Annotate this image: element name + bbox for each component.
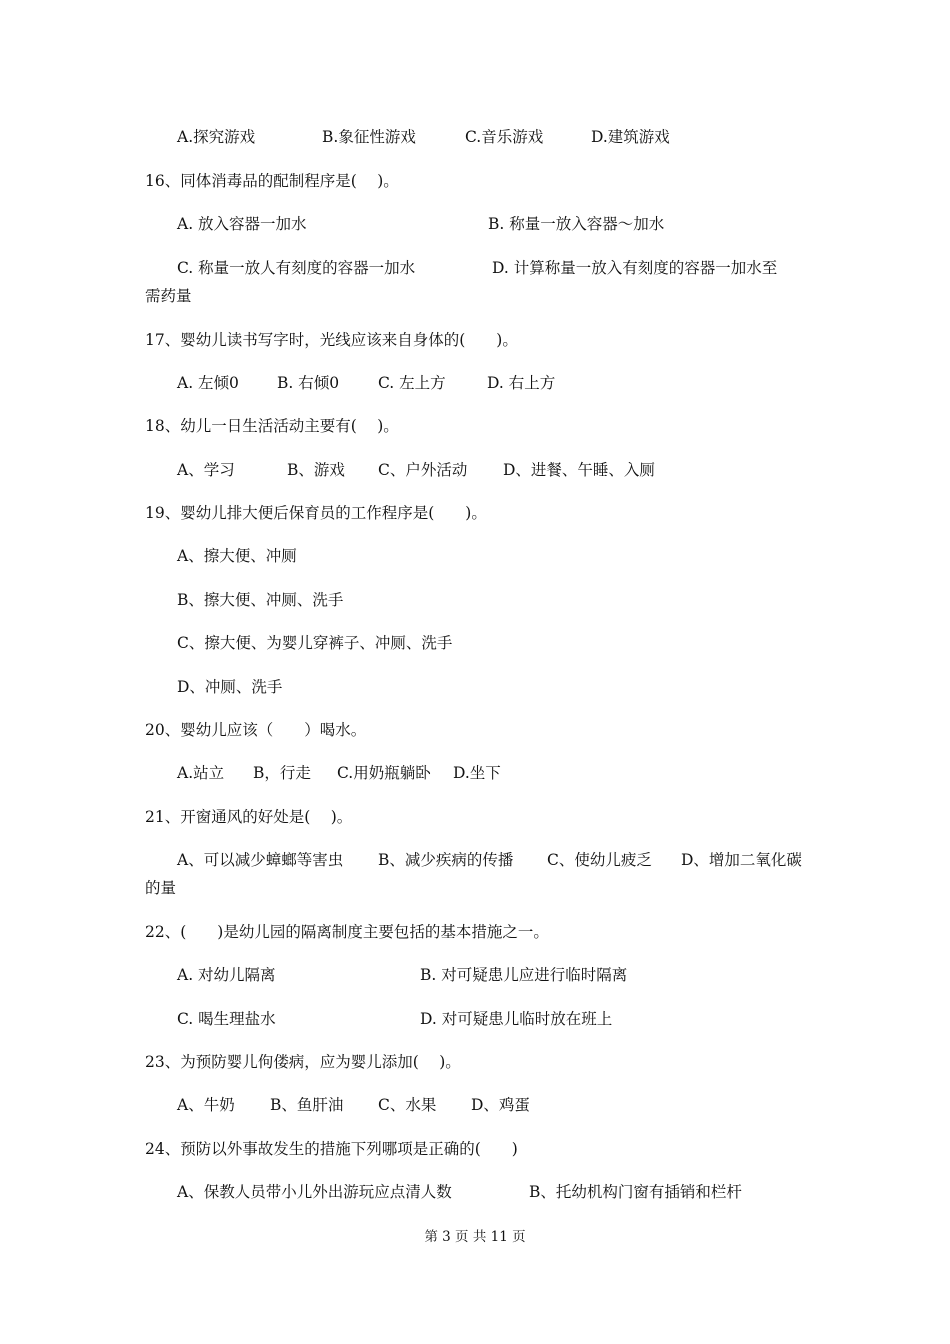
- q20-option-b: B，行走: [253, 764, 311, 782]
- q22-option-d: D. 对可疑患儿临时放在班上: [420, 1010, 613, 1028]
- q17-option-d: D. 右上方: [487, 374, 556, 392]
- q16-option-b: B. 称量一放入容器～加水: [488, 215, 665, 233]
- q16-option-d: D. 计算称量一放入有刻度的容器一加水至: [492, 259, 778, 277]
- q17-option-c: C. 左上方: [378, 374, 446, 392]
- q22-option-a: A. 对幼儿隔离: [177, 966, 276, 984]
- q23-option-d: D、鸡蛋: [471, 1096, 530, 1114]
- q21-option-d: D、增加二氧化碳: [681, 851, 802, 869]
- q21-option-a: A、可以减少蟑螂等害虫: [177, 851, 344, 869]
- q18-option-b: B、游戏: [287, 461, 345, 479]
- q16-option-d-continued: 需药量: [145, 287, 192, 305]
- q23-stem: 23、为预防婴儿佝偻病，应为婴儿添加( )。: [145, 1053, 461, 1071]
- q23-option-c: C、水果: [378, 1096, 437, 1114]
- q22-option-b: B. 对可疑患儿应进行临时隔离: [420, 966, 628, 984]
- q15-option-a: A.探究游戏: [177, 128, 256, 146]
- q19-option-a: A、擦大便、冲厕: [177, 547, 297, 565]
- q21-option-c: C、使幼儿疲乏: [547, 851, 652, 869]
- q22-option-c: C. 喝生理盐水: [177, 1010, 276, 1028]
- q15-option-c: C.音乐游戏: [465, 128, 544, 146]
- q17-stem: 17、婴幼儿读书写字时，光线应该来自身体的( )。: [145, 331, 518, 349]
- q15-option-d: D.建筑游戏: [591, 128, 670, 146]
- q19-stem: 19、婴幼儿排大便后保育员的工作程序是( )。: [145, 504, 487, 522]
- q20-option-a: A.站立: [177, 764, 225, 782]
- q24-option-a: A、保教人员带小儿外出游玩应点清人数: [177, 1183, 452, 1201]
- q20-option-d: D.坐下: [453, 764, 501, 782]
- q24-option-b: B、托幼机构门窗有插销和栏杆: [529, 1183, 742, 1201]
- q19-option-d: D、冲厕、洗手: [177, 678, 283, 696]
- q15-option-b: B.象征性游戏: [322, 128, 416, 146]
- q20-option-c: C.用奶瓶躺卧: [337, 764, 431, 782]
- q16-option-a: A. 放入容器一加水: [177, 215, 307, 233]
- q16-stem: 16、同体消毒品的配制程序是( )。: [145, 172, 399, 190]
- q23-option-a: A、牛奶: [177, 1096, 235, 1114]
- q19-option-b: B、擦大便、冲厕、洗手: [177, 591, 344, 609]
- q24-stem: 24、预防以外事故发生的措施下列哪项是正确的( ): [145, 1140, 518, 1158]
- q20-stem: 20、婴幼儿应该（ ）喝水。: [145, 721, 367, 739]
- q17-option-a: A. 左倾0: [177, 374, 239, 392]
- q23-option-b: B、鱼肝油: [270, 1096, 344, 1114]
- q18-option-d: D、进餐、午睡、入厕: [503, 461, 655, 479]
- q21-option-b: B、减少疾病的传播: [378, 851, 514, 869]
- q18-stem: 18、幼儿一日生活活动主要有( )。: [145, 417, 399, 435]
- q17-option-b: B. 右倾0: [277, 374, 340, 392]
- q18-option-c: C、户外活动: [378, 461, 468, 479]
- q18-option-a: A、学习: [177, 461, 235, 479]
- q16-option-c: C. 称量一放人有刻度的容器一加水: [177, 259, 416, 277]
- page-number-footer: 第 3 页 共 11 页: [424, 1229, 526, 1245]
- q21-stem: 21、开窗通风的好处是( )。: [145, 808, 353, 826]
- q21-option-d-continued: 的量: [145, 879, 177, 897]
- q19-option-c: C、擦大便、为婴儿穿裤子、冲厕、洗手: [177, 634, 453, 652]
- q22-stem: 22、( )是幼儿园的隔离制度主要包括的基本措施之一。: [145, 923, 549, 941]
